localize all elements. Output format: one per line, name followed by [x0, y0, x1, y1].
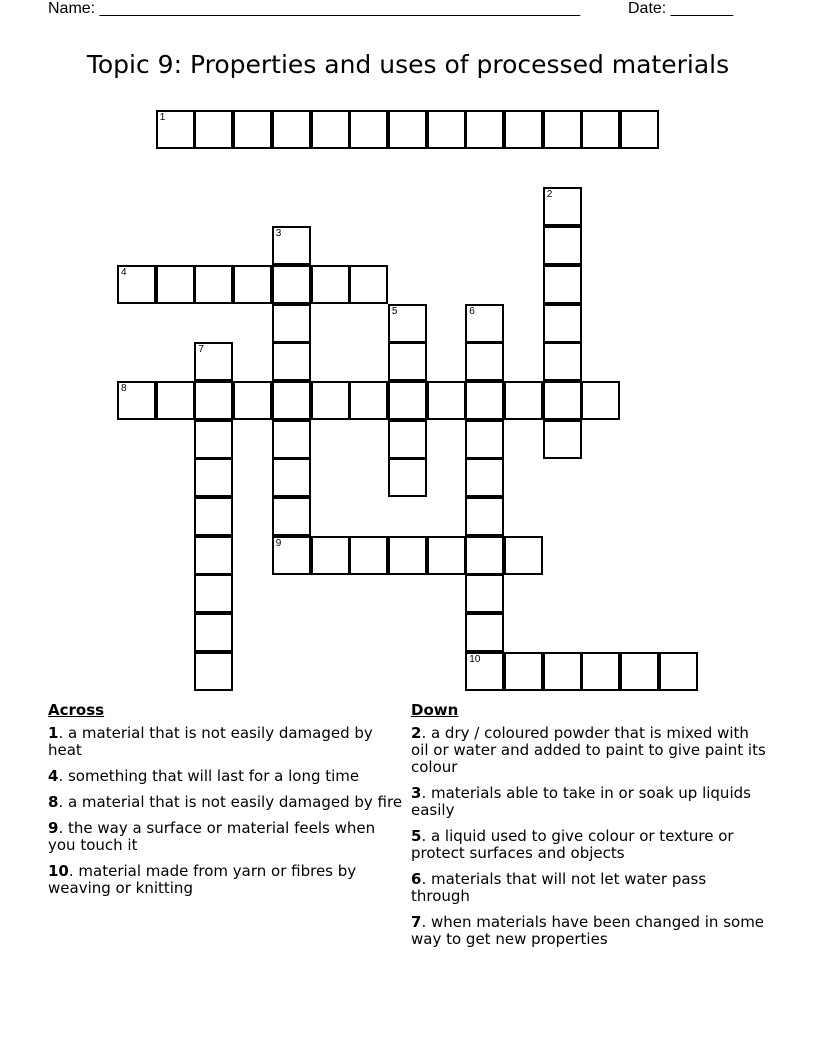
- down-clue: [411, 871, 766, 905]
- crossword-cell[interactable]: [388, 304, 427, 343]
- crossword-cell[interactable]: [272, 458, 311, 497]
- crossword-cell[interactable]: [194, 497, 233, 536]
- crossword-cell[interactable]: [272, 304, 311, 343]
- crossword-cell[interactable]: [620, 110, 659, 149]
- crossword-cell[interactable]: [194, 652, 233, 691]
- across-clue: [48, 863, 403, 897]
- clue-number: 2: [546, 189, 553, 201]
- page-title: Topic 9: Properties and uses of processed materials: [86, 50, 730, 79]
- crossword-cell[interactable]: [117, 381, 156, 420]
- crossword-cell[interactable]: [117, 265, 156, 304]
- crossword-cell[interactable]: [194, 265, 233, 304]
- crossword-cell[interactable]: [272, 342, 311, 381]
- clue-text: . something that will last for a long time: [58, 767, 360, 785]
- crossword-cell[interactable]: [272, 497, 311, 536]
- clue-text: . a material that is not easily damaged by heat: [48, 724, 373, 759]
- crossword-cell[interactable]: [465, 613, 504, 652]
- crossword-cell[interactable]: [194, 110, 233, 149]
- crossword-cell[interactable]: [504, 536, 543, 575]
- crossword-cell[interactable]: [388, 110, 427, 149]
- down-clue: [411, 828, 766, 862]
- crossword-cell[interactable]: [543, 265, 582, 304]
- crossword-cell[interactable]: [465, 420, 504, 459]
- crossword-cell[interactable]: [427, 536, 466, 575]
- clue-number: 2: [411, 724, 422, 742]
- down-clue: [411, 785, 766, 819]
- clue-number: 9: [48, 819, 59, 837]
- clue-number: 4: [121, 266, 127, 278]
- date-field[interactable]: Date: _______: [628, 0, 733, 17]
- clue-number: 6: [411, 870, 422, 888]
- across-heading: Across: [48, 701, 105, 719]
- crossword-cell[interactable]: [543, 304, 582, 343]
- crossword-cell[interactable]: [465, 458, 504, 497]
- clue-text: . materials able to take in or soak up liquids easily: [411, 784, 751, 819]
- clue-text: . material made from yarn or fibres by weaving or knitting: [48, 862, 357, 897]
- crossword-cell[interactable]: [388, 420, 427, 459]
- crossword-cell[interactable]: [156, 381, 195, 420]
- clue-number: 4: [48, 767, 59, 785]
- crossword-cell[interactable]: [465, 536, 504, 575]
- crossword-cell[interactable]: [388, 536, 427, 575]
- clue-number: 5: [411, 827, 422, 845]
- crossword-cell[interactable]: [194, 381, 233, 420]
- crossword-cell[interactable]: [543, 342, 582, 381]
- across-clue: [48, 820, 403, 854]
- crossword-cell[interactable]: [194, 536, 233, 575]
- crossword-cell[interactable]: [349, 381, 388, 420]
- crossword-cell[interactable]: [272, 381, 311, 420]
- crossword-cell[interactable]: [349, 265, 388, 304]
- crossword-cell[interactable]: [233, 381, 272, 420]
- crossword-cell[interactable]: [543, 652, 582, 691]
- clue-number: 5: [391, 305, 398, 317]
- clue-number: 10: [48, 862, 69, 880]
- clue-number: 9: [275, 537, 282, 549]
- crossword-cell[interactable]: [272, 536, 311, 575]
- clue-number: 1: [159, 112, 166, 123]
- crossword-cell[interactable]: [311, 381, 350, 420]
- crossword-cell[interactable]: [311, 536, 350, 575]
- crossword-cell[interactable]: [543, 420, 582, 459]
- clue-text: . a material that is not easily damaged by fire: [58, 793, 403, 811]
- clue-number: 7: [411, 913, 422, 931]
- down-clue: [411, 725, 766, 776]
- crossword-cell[interactable]: [194, 458, 233, 497]
- crossword-cell[interactable]: [543, 381, 582, 420]
- crossword-cell[interactable]: [388, 381, 427, 420]
- clue-text: . when materials have been changed in some way to get new properties: [411, 913, 765, 948]
- clue-text: . a dry / coloured powder that is mixed with oil or water and added to paint to give paint its colour: [411, 724, 766, 776]
- crossword-cell[interactable]: [465, 110, 504, 149]
- crossword-cell[interactable]: [465, 304, 504, 343]
- clue-text: . materials that will not let water pass through: [411, 870, 707, 905]
- clue-number: 1: [48, 724, 59, 742]
- crossword-cell[interactable]: [194, 613, 233, 652]
- across-clue: [48, 768, 403, 785]
- crossword-cell[interactable]: [272, 110, 311, 149]
- down-clues: [411, 702, 766, 957]
- clue-number: 3: [275, 228, 282, 240]
- crossword-cell[interactable]: [233, 110, 272, 149]
- crossword-cell[interactable]: [194, 420, 233, 459]
- crossword-cell[interactable]: [504, 381, 543, 420]
- crossword-cell[interactable]: [272, 226, 311, 265]
- clue-number: 8: [48, 793, 59, 811]
- crossword-cell[interactable]: [233, 265, 272, 304]
- crossword-cell[interactable]: [659, 652, 698, 691]
- crossword-cell[interactable]: [543, 226, 582, 265]
- crossword-cell[interactable]: [465, 574, 504, 613]
- down-clue: [411, 914, 766, 948]
- crossword-cell[interactable]: [504, 110, 543, 149]
- crossword-cell[interactable]: [156, 265, 195, 304]
- clue-text: . a liquid used to give colour or texture or protect surfaces and objects: [411, 827, 734, 862]
- name-field[interactable]: Name: ______________________________________________________: [48, 0, 581, 17]
- crossword-cell[interactable]: [465, 342, 504, 381]
- crossword-cell[interactable]: [388, 342, 427, 381]
- crossword-cell[interactable]: [581, 110, 620, 149]
- crossword-cell[interactable]: [465, 381, 504, 420]
- crossword-cell[interactable]: [465, 497, 504, 536]
- clue-number: 10: [469, 653, 481, 665]
- clue-number: 8: [121, 382, 127, 394]
- crossword-cell[interactable]: [543, 110, 582, 149]
- across-clues: [48, 702, 403, 906]
- down-heading: Down: [411, 701, 459, 719]
- crossword-cell[interactable]: [543, 187, 582, 226]
- crossword-cell[interactable]: [465, 652, 504, 691]
- crossword-cell[interactable]: [504, 652, 543, 691]
- crossword-cell[interactable]: [194, 574, 233, 613]
- across-clue: [48, 725, 403, 759]
- crossword-cell[interactable]: [156, 110, 195, 149]
- clue-number: 3: [411, 784, 422, 802]
- crossword-cell[interactable]: [620, 652, 659, 691]
- crossword-cell[interactable]: [349, 536, 388, 575]
- crossword-cell[interactable]: [427, 110, 466, 149]
- crossword-cell[interactable]: [311, 265, 350, 304]
- crossword-cell[interactable]: [427, 381, 466, 420]
- crossword-cell[interactable]: [194, 342, 233, 381]
- crossword-cell[interactable]: [272, 265, 311, 304]
- crossword-cell[interactable]: [311, 110, 350, 149]
- crossword-cell[interactable]: [581, 652, 620, 691]
- clue-text: . the way a surface or material feels when you touch it: [48, 819, 376, 854]
- clue-number: 6: [469, 305, 475, 317]
- clue-number: 7: [198, 344, 204, 356]
- crossword-cell[interactable]: [349, 110, 388, 149]
- across-clue: [48, 794, 403, 811]
- crossword-cell[interactable]: [388, 458, 427, 497]
- crossword-cell[interactable]: [581, 381, 620, 420]
- crossword-cell[interactable]: [272, 420, 311, 459]
